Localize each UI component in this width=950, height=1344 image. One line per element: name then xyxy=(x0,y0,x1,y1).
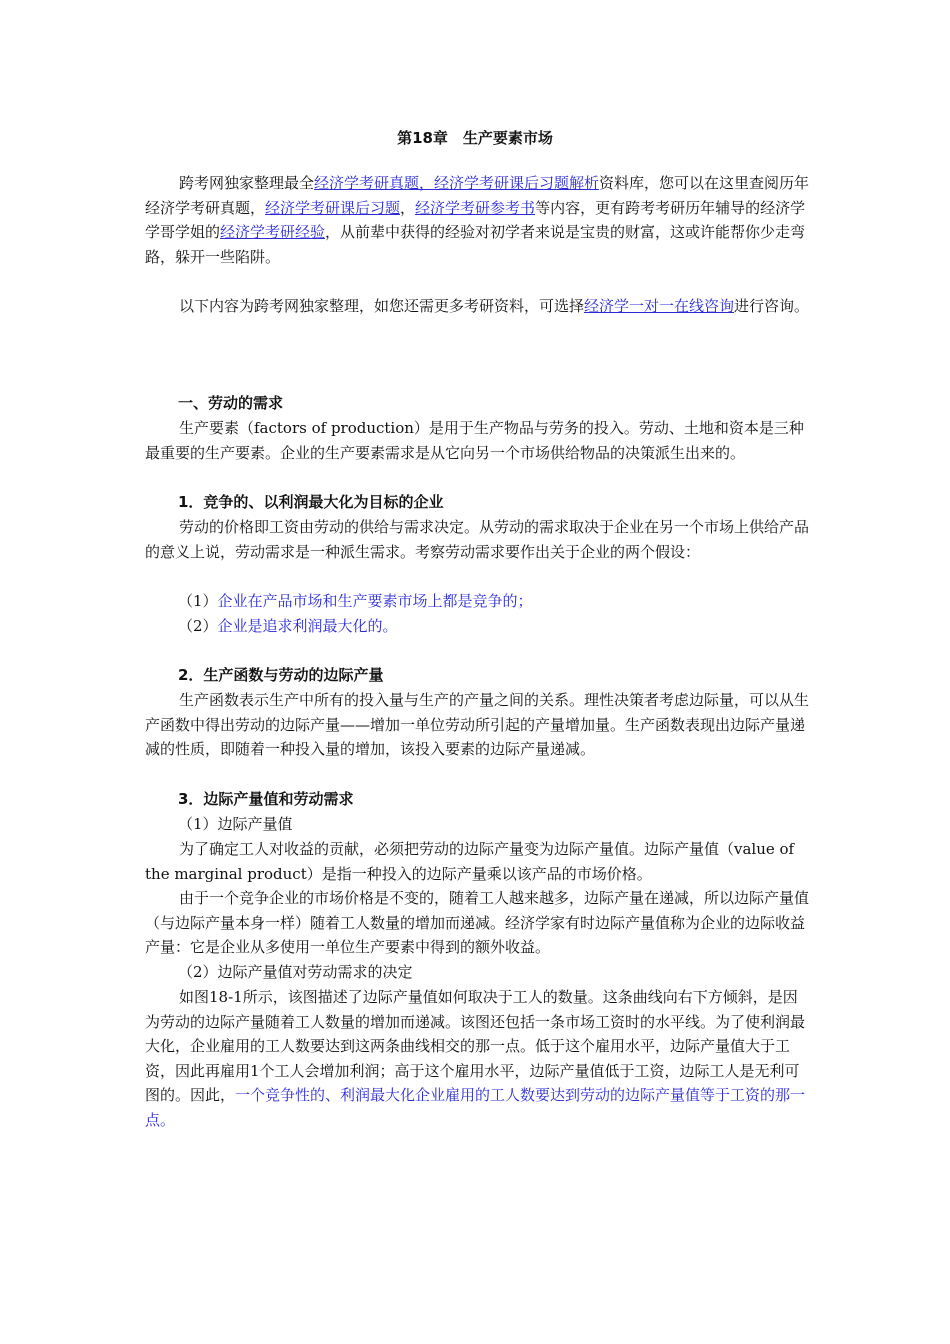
subsection-heading-3: 3．边际产量值和劳动需求 xyxy=(178,790,354,808)
intro-text-2: 资料库，您可以在这里查阅历年经济学考研真题， xyxy=(145,174,810,217)
assumption-item-1 xyxy=(178,589,810,614)
link-exercises[interactable]: 经济学考研课后习题 xyxy=(265,198,401,217)
section-heading-labor-demand: 一、劳动的需求 xyxy=(178,394,284,412)
assumption-num-1: （1） xyxy=(178,592,218,610)
intro2-text-1: 以下内容为跨考网独家整理，如您还需更多考研资料，可选择 xyxy=(179,297,585,315)
link-experience[interactable]: 经济学考研经验 xyxy=(220,223,326,241)
intro-paragraph-2 xyxy=(145,294,810,319)
section-paragraph-factors: 生产要素（factors of production）是用于生产物品与劳务的投入。劳动、土地和资本是三种最重要的生产要素。企业的生产要素需求是从它向另一个市场供给物品的决策派生出来的。 xyxy=(145,419,804,462)
intro-paragraph-1 xyxy=(145,171,810,269)
link-exam-questions[interactable]: 经济学考研真题，经济学考研课后习题解析 xyxy=(314,174,600,192)
vmp-paragraph-1: 为了确定工人对收益的贡献，必须把劳动的边际产量变为边际产量值。边际产量值（value of the marginal product）是指一种投入的边际产量乘以该产品的市场价格。 xyxy=(145,840,795,883)
subsubsection-heading-1: （1）边际产量值 xyxy=(178,815,293,833)
vmp-paragraph-3-text: 如图18-1所示，该图描述了边际产量值如何取决于工人的数量。这条曲线向右下方倾斜，是因为劳动的边际产量随着工人数量的增加而递减。该图还包括一条市场工资时的水平线。为了使利润最大化，企业雇用的工人数要达到这两条曲线相交的那一点。低于这个雇用水平，边际产量值大于工资，因此再雇用1个工人会增加利润；高于这个雇用水平，边际产量值低于工资，边际工人是无利可图的。因此， xyxy=(145,988,806,1104)
vmp-paragraph-3 xyxy=(145,985,810,1132)
link-online-consult[interactable]: 经济学一对一在线咨询 xyxy=(584,297,735,315)
link-reference-books[interactable]: 经济学考研参考书 xyxy=(415,198,536,217)
intro-text-3: ， xyxy=(400,198,416,217)
assumption-item-2 xyxy=(178,614,810,639)
chapter-title: 第18章 生产要素市场 xyxy=(397,129,553,147)
subsection-paragraph-2: 生产函数表示生产中所有的投入量与生产的产量之间的关系。理性决策者考虑边际量，可以从生产函数中得出劳动的边际产量——增加一单位劳动所引起的产量增加量。生产函数表现出边际产量递减的性质，即随着一种投入量的增加，该投入要素的边际产量递减。 xyxy=(145,691,810,758)
subsection-heading-2: 2．生产函数与劳动的边际产量 xyxy=(178,666,384,684)
subsection-paragraph-1: 劳动的价格即工资由劳动的供给与需求决定。从劳动的需求取决于企业在另一个市场上供给产品的意义上说，劳动需求是一种派生需求。考察劳动需求要作出关于企业的两个假设： xyxy=(145,518,810,561)
subsection-heading-1: 1．竞争的、以利润最大化为目标的企业 xyxy=(178,493,444,511)
intro-text-1: 跨考网独家整理最全 xyxy=(179,174,315,192)
subsubsection-heading-2: （2）边际产量值对劳动需求的决定 xyxy=(178,963,413,981)
intro-text-4: 等内容，更有跨考考研历年辅导的经济学学哥学姐的 xyxy=(145,198,806,241)
assumption-num-2: （2） xyxy=(178,617,218,635)
intro-text-5: ，从前辈中获得的经验对初学者来说是宝贵的财富，这或许能帮你少走弯路，躲开一些陷阱。 xyxy=(145,223,806,266)
assumption-text-2: 企业是追求利润最大化的。 xyxy=(217,617,398,635)
intro2-text-2: 进行咨询。 xyxy=(734,297,810,315)
vmp-paragraph-3-highlight: 一个竞争性的、利润最大化企业雇用的工人数要达到劳动的边际产量值等于工资的那一点。 xyxy=(145,1086,806,1129)
vmp-paragraph-2: 由于一个竞争企业的市场价格是不变的，随着工人越来越多，边际产量在递减，所以边际产量值（与边际产量本身一样）随着工人数量的增加而递减。经济学家有时边际产量值称为企业的边际收益产量：它是企业从多使用一单位生产要素中得到的额外收益。 xyxy=(145,889,810,956)
assumption-text-1: 企业在产品市场和生产要素市场上都是竞争的； xyxy=(217,592,533,610)
